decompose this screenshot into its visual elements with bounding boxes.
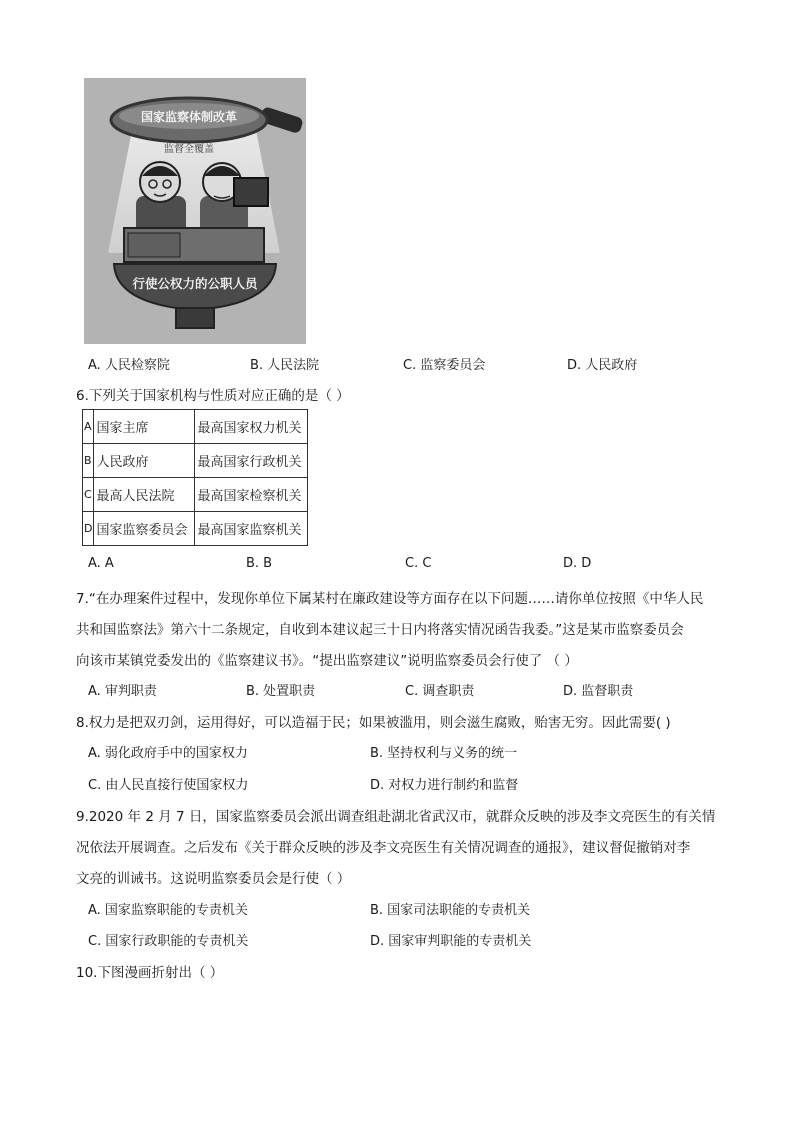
- table-cell-nature: 最高国家行政机关: [195, 444, 308, 478]
- q5-option-b[interactable]: B. 人民法院: [250, 358, 320, 373]
- table-cell-nature: 最高国家检察机关: [195, 478, 308, 512]
- table-cell-org: 国家监察委员会: [94, 512, 195, 546]
- q8-option-a[interactable]: A. 弱化政府手中的国家权力: [88, 746, 248, 761]
- q5-option-a[interactable]: A. 人民检察院: [88, 358, 170, 373]
- table-cell-org: 最高人民法院: [94, 478, 195, 512]
- q7-option-a[interactable]: A. 审判职责: [88, 684, 157, 699]
- beam-text: 监督全覆盖: [164, 144, 214, 155]
- table-cell-letter: C: [83, 478, 94, 512]
- q7-stem-line-1: 7.“在办理案件过程中，发现你单位下属某村在廉政建设等方面存在以下问题……请你单位按照《中华人民: [76, 591, 704, 607]
- q8-option-b[interactable]: B. 坚持权利与义务的统一: [370, 746, 518, 761]
- q7-stem-line-2: 共和国监察法》第六十二条规定，自收到本建议起三十日内将落实情况函告我委。”这是某市监察委员会: [76, 622, 684, 638]
- q8-stem: 8.权力是把双刃剑，运用得好，可以造福于民；如果被滥用，则会滋生腐败，贻害无穷。因此需要( ): [76, 715, 671, 731]
- q7-stem-line-3: 向该市某镇党委发出的《监察建议书》。“提出监察建议”说明监察委员会行使了 （ ）: [76, 653, 578, 669]
- q9-stem-line-2: 况依法开展调查。之后发布《关于群众反映的涉及李文亮医生有关情况调查的通报》，建议督促撤销对李: [76, 840, 691, 856]
- table-cell-org: 人民政府: [94, 444, 195, 478]
- q7-option-b[interactable]: B. 处置职责: [246, 684, 316, 699]
- table-cell-letter: B: [83, 444, 94, 478]
- table-row: [83, 478, 308, 512]
- q5-option-c[interactable]: C. 监察委员会: [403, 358, 486, 373]
- q8-option-d[interactable]: D. 对权力进行制约和监督: [370, 778, 519, 793]
- lens-text: 国家监察体制改革: [140, 110, 238, 124]
- table-cell-letter: A: [83, 410, 94, 444]
- cartoon-image: [84, 78, 306, 344]
- q7-option-c[interactable]: C. 调查职责: [405, 684, 475, 699]
- base-text: 行使公权力的公职人员: [132, 276, 258, 291]
- table-row: [83, 444, 308, 478]
- q6-option-d[interactable]: D. D: [563, 556, 592, 571]
- q6-option-a[interactable]: A. A: [88, 556, 114, 571]
- table-row: [83, 512, 308, 546]
- monitor-shape: [234, 178, 268, 206]
- q9-stem-line-1: 9.2020 年 2 月 7 日，国家监察委员会派出调查组赴湖北省武汉市，就群众反映的涉及李文亮医生的有关情: [76, 809, 716, 825]
- q9-option-b[interactable]: B. 国家司法职能的专责机关: [370, 903, 531, 918]
- q9-option-d[interactable]: D. 国家审判职能的专责机关: [370, 934, 532, 949]
- table-cell-letter: D: [83, 512, 94, 546]
- q8-option-c[interactable]: C. 由人民直接行使国家权力: [88, 778, 249, 793]
- table-cell-org: 国家主席: [94, 410, 195, 444]
- q9-stem-line-3: 文亮的训诫书。这说明监察委员会是行使（ ）: [76, 871, 351, 887]
- table-cell-nature: 最高国家权力机关: [195, 410, 308, 444]
- official-figure-left: [136, 162, 186, 236]
- q9-option-a[interactable]: A. 国家监察职能的专责机关: [88, 903, 248, 918]
- q6-stem: 6.下列关于国家机构与性质对应正确的是（ ）: [76, 388, 350, 404]
- q10-stem: 10.下图漫画折射出（ ）: [76, 965, 224, 981]
- q6-table: [82, 409, 308, 546]
- table-cell-nature: 最高国家监察机关: [195, 512, 308, 546]
- q5-option-d[interactable]: D. 人民政府: [567, 358, 638, 373]
- q7-option-d[interactable]: D. 监督职责: [563, 684, 634, 699]
- q6-option-b[interactable]: B. B: [246, 556, 273, 571]
- q9-option-c[interactable]: C. 国家行政职能的专责机关: [88, 934, 249, 949]
- q6-option-c[interactable]: C. C: [405, 556, 432, 571]
- table-row: [83, 410, 308, 444]
- base-stem-shape: [176, 308, 214, 328]
